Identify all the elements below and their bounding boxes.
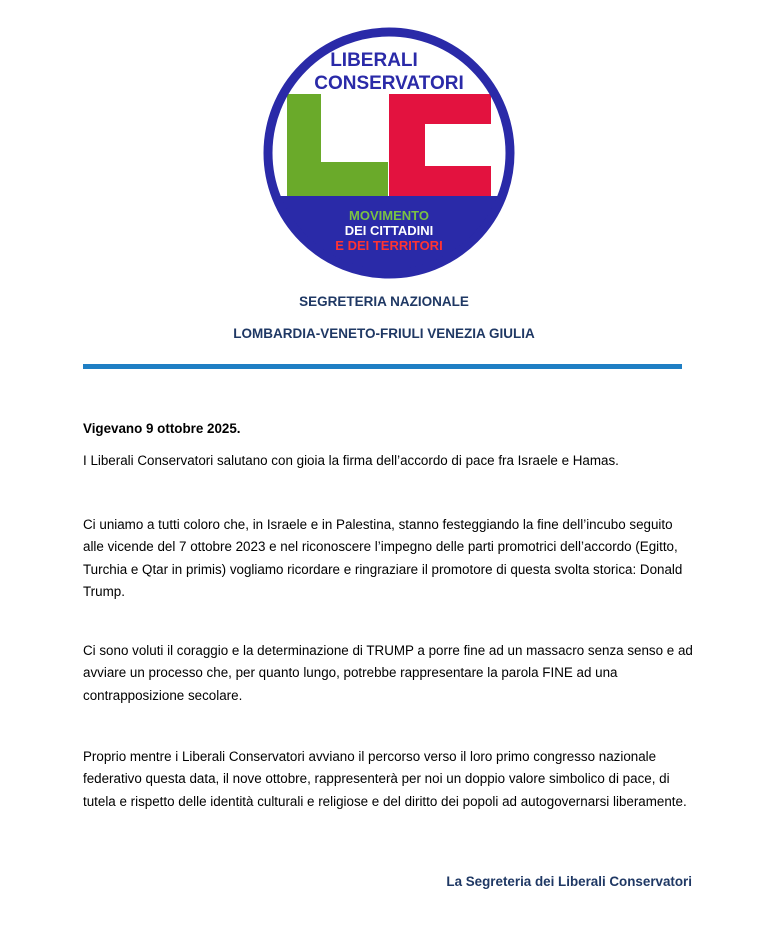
header-regions: LOMBARDIA-VENETO-FRIULI VENEZIA GIULIA (233, 326, 535, 341)
paragraph-4: Proprio mentre i Liberali Conservatori avviano il percorso verso il loro primo congresso nazionale federativo questa data, il nove ottobre, rappresenterà per noi un doppio valore simbolico di pace, di tutela e rispetto delle identità culturali e religiose e del diritto dei popoli ad autogovernarsi liberamente. (83, 749, 687, 809)
paragraph-3: Ci sono voluti il coraggio e la determinazione di TRUMP a porre fine ad un massacro senza senso e ad avviare un processo che, per quanto lungo, potrebbe rappresentare la parola FINE ad una contrapposizione secolare. (83, 643, 693, 703)
signature: La Segreteria dei Liberali Conservatori (446, 874, 692, 889)
logo-dei-cittadini: DEI CITTADINI (344, 223, 434, 238)
letter-date: Vigevano 9 ottobre 2025. (83, 421, 241, 436)
logo-title-conservatori: CONSERVATORI (314, 73, 464, 94)
party-logo (258, 26, 520, 280)
paragraph-2: Ci uniamo a tutti coloro che, in Israele e in Palestina, stanno festeggiando la fine dell’incubo seguito alle vicende del 7 ottobre 2023 e nel riconoscere l’impegno delle parti promotrici dell’accordo (Egitto, Turchia e Qtar in primis) vogliamo ricordare e ringraziare il promotore di questa svolta storica: Donald Trump. (83, 517, 683, 600)
logo-title-liberali: LIBERALI (330, 50, 418, 71)
paragraph-1: I Liberali Conservatori salutano con gioia la firma dell’accordo di pace fra Israele e Hamas. (83, 453, 619, 468)
logo-dei-territori: E DEI TERRITORI (335, 238, 443, 253)
header-segreteria: SEGRETERIA NAZIONALE (299, 294, 469, 309)
header-divider (83, 364, 682, 369)
logo-movimento: MOVIMENTO (349, 208, 429, 223)
